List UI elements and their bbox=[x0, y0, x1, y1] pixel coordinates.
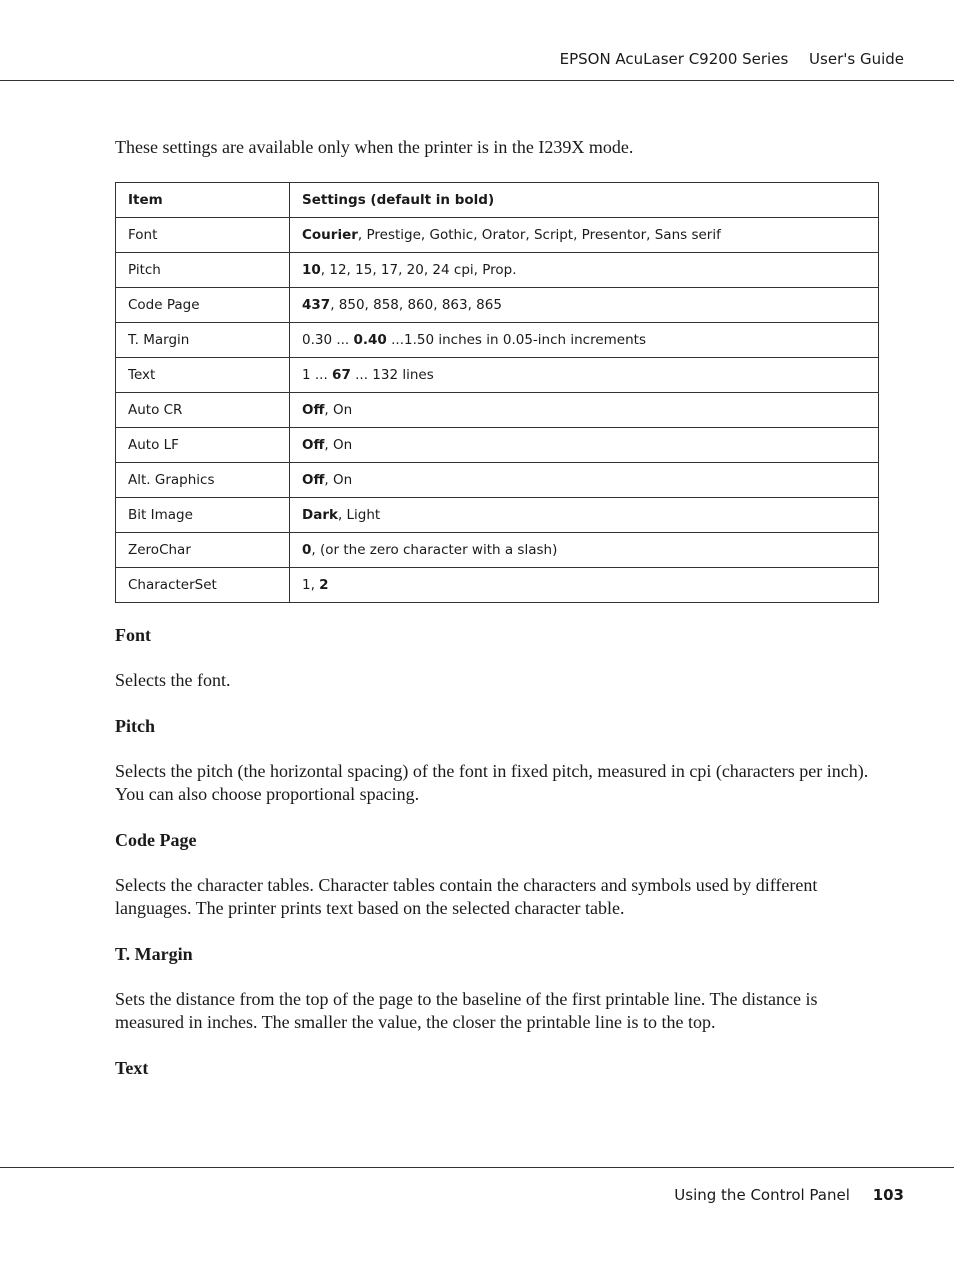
default-value: 2 bbox=[319, 577, 329, 593]
table-row bbox=[116, 218, 879, 253]
default-value: Dark bbox=[302, 507, 338, 523]
settings-text: , On bbox=[324, 437, 353, 453]
row-settings bbox=[290, 323, 879, 358]
row-settings bbox=[290, 358, 879, 393]
table-row bbox=[116, 253, 879, 288]
row-item: T. Margin bbox=[116, 323, 290, 358]
section-body: Sets the distance from the top of the page to the baseline of the first printable line. The distance is measured in inches. The smaller the value, the closer the printable line is to the top. bbox=[115, 989, 818, 1032]
row-settings bbox=[290, 218, 879, 253]
header-product: EPSON AcuLaser C9200 Series bbox=[559, 50, 789, 68]
column-header-settings: Settings (default in bold) bbox=[290, 183, 879, 218]
section-heading: Pitch bbox=[115, 716, 155, 736]
page-footer bbox=[674, 1186, 904, 1204]
settings-text: 1, bbox=[302, 577, 320, 593]
section-heading: Font bbox=[115, 625, 151, 645]
section-body: Selects the font. bbox=[115, 670, 231, 690]
row-item: Pitch bbox=[116, 253, 290, 288]
settings-text: , On bbox=[324, 472, 353, 488]
default-value: Courier bbox=[302, 227, 358, 243]
settings-text: 0.30 ... bbox=[302, 332, 354, 348]
row-settings bbox=[290, 498, 879, 533]
settings-text: , On bbox=[324, 402, 353, 418]
table-row bbox=[116, 358, 879, 393]
default-value: 0.40 bbox=[353, 332, 387, 348]
row-item: Text bbox=[116, 358, 290, 393]
table-row bbox=[116, 393, 879, 428]
default-value: 0 bbox=[302, 542, 312, 558]
row-item: ZeroChar bbox=[116, 533, 290, 568]
row-item: Code Page bbox=[116, 288, 290, 323]
settings-text: , Prestige, Gothic, Orator, Script, Presentor, Sans serif bbox=[357, 227, 721, 243]
table-row bbox=[116, 428, 879, 463]
row-settings bbox=[290, 463, 879, 498]
footer-rule bbox=[0, 1167, 954, 1168]
default-value: 67 bbox=[332, 367, 351, 383]
settings-text: ... 132 lines bbox=[350, 367, 434, 383]
footer-section: Using the Control Panel bbox=[674, 1186, 850, 1204]
row-settings bbox=[290, 393, 879, 428]
row-settings bbox=[290, 288, 879, 323]
section-heading: Code Page bbox=[115, 830, 197, 850]
table-row bbox=[116, 463, 879, 498]
table-header-row bbox=[116, 183, 879, 218]
page-content bbox=[115, 134, 879, 1102]
header-rule bbox=[0, 80, 954, 81]
default-value: Off bbox=[302, 402, 325, 418]
row-item: Bit Image bbox=[116, 498, 290, 533]
row-item: Auto LF bbox=[116, 428, 290, 463]
default-value: Off bbox=[302, 437, 325, 453]
default-value: 10 bbox=[302, 262, 321, 278]
section-heading: Text bbox=[115, 1058, 149, 1078]
table-row bbox=[116, 568, 879, 603]
table-row bbox=[116, 533, 879, 568]
row-settings bbox=[290, 428, 879, 463]
table-row bbox=[116, 288, 879, 323]
settings-text: 1 ... bbox=[302, 367, 333, 383]
default-value: Off bbox=[302, 472, 325, 488]
row-item: Auto CR bbox=[116, 393, 290, 428]
table-row bbox=[116, 323, 879, 358]
intro-text: These settings are available only when the printer is in the I239X mode. bbox=[115, 137, 634, 157]
page-number: 103 bbox=[872, 1186, 904, 1204]
header-doc: User's Guide bbox=[809, 50, 904, 68]
settings-text: , 850, 858, 860, 863, 865 bbox=[330, 297, 502, 313]
section-body: Selects the pitch (the horizontal spacing) of the font in fixed pitch, measured in cpi (characters per inch). You can also choose proportional spacing. bbox=[115, 761, 869, 804]
page-header bbox=[560, 50, 904, 68]
table-row bbox=[116, 498, 879, 533]
row-settings bbox=[290, 533, 879, 568]
row-item: CharacterSet bbox=[116, 568, 290, 603]
row-settings bbox=[290, 253, 879, 288]
settings-text: , (or the zero character with a slash) bbox=[311, 542, 558, 558]
row-item: Font bbox=[116, 218, 290, 253]
sections bbox=[115, 623, 879, 1080]
row-item: Alt. Graphics bbox=[116, 463, 290, 498]
row-settings bbox=[290, 568, 879, 603]
column-header-item: Item bbox=[116, 183, 290, 218]
settings-text: , 12, 15, 17, 20, 24 cpi, Prop. bbox=[320, 262, 517, 278]
settings-text: ...1.50 inches in 0.05-inch increments bbox=[386, 332, 646, 348]
settings-text: , Light bbox=[337, 507, 381, 523]
default-value: 437 bbox=[302, 297, 331, 313]
section-body: Selects the character tables. Character tables contain the characters and symbols used by different languages. The printer prints text based on the selected character table. bbox=[115, 875, 818, 918]
settings-table bbox=[115, 182, 879, 603]
section-heading: T. Margin bbox=[115, 944, 193, 964]
